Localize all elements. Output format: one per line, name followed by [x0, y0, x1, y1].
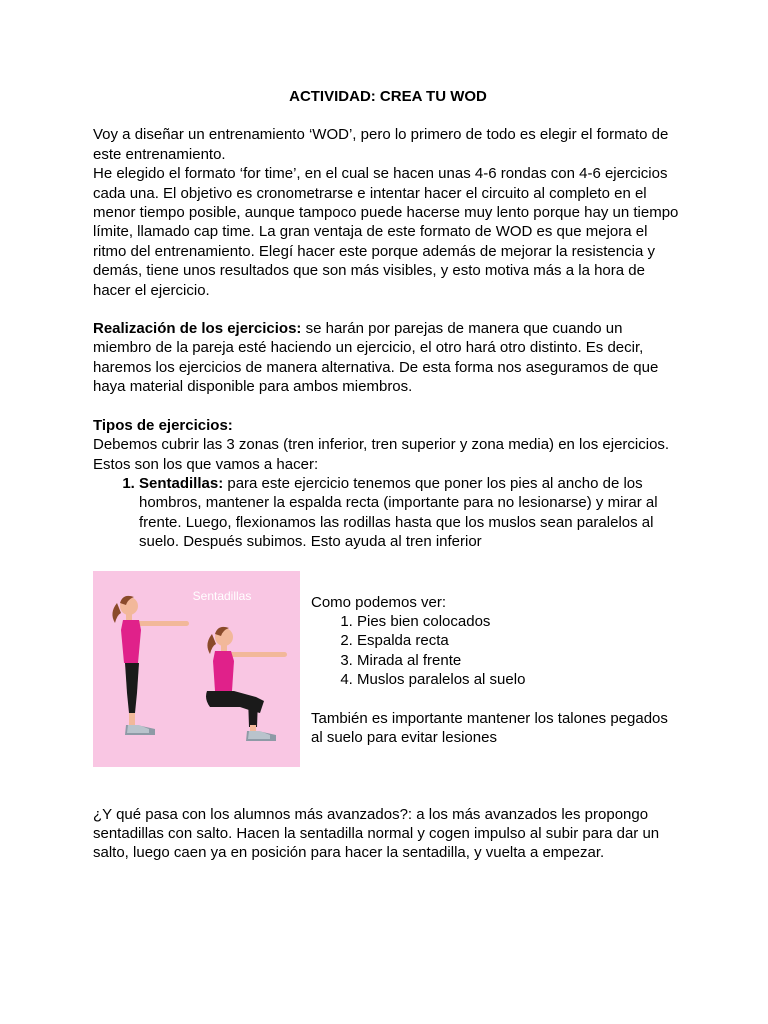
exercise-list	[93, 474, 683, 552]
realizacion-label: Realización de los ejercicios:	[93, 320, 302, 338]
squat-illustration	[93, 571, 300, 767]
tipos-line-2: Estos son los que vamos a hacer:	[93, 455, 319, 473]
key-point: 1. Pies bien colocados	[357, 612, 683, 631]
realizacion-text: se harán por parejas de manera que cuando un miembro de la pareja esté haciendo un ejercicio, el otro hará otro distinto. Es decir, haremos los ejercicios de manera alternativa. De esta forma nos aseguramos de que haya material disponible para ambos miembros.	[93, 320, 659, 396]
squat-figures-image	[93, 571, 300, 767]
document-page	[93, 87, 683, 863]
document-title: ACTIVIDAD: CREA TU WOD	[289, 88, 487, 105]
intro-paragraph-1: Voy a diseñar un entrenamiento ‘WOD’, pero lo primero de todo es elegir el formato de este entrenamiento.	[93, 126, 669, 163]
avanzados-paragraph: ¿Y qué pasa con los alumnos más avanzados?: a los más avanzados les propongo sentadillas con salto. Hacen la sentadilla normal y cogen impulso al subir para dar un salto, luego caen ya en posición para hacer la sentadilla, y vuelta a empezar.	[93, 805, 660, 862]
figure-explanation	[311, 593, 683, 748]
exercise-text: para este ejercicio tenemos que poner los pies al ancho de los hombros, mantener la espalda recta (importante para no lesionarse) y mirar al frente. Luego, flexionamos las rodillas hasta que los muslos sean paralelos al suelo. Después subimos. Esto ayuda al tren inferior	[139, 474, 658, 551]
image-caption: Sentadillas	[192, 588, 252, 603]
realizacion-paragraph	[93, 319, 683, 397]
figure-note: También es importante mantener los talones pegados al suelo para evitar lesiones	[311, 709, 668, 746]
tipos-heading: Tipos de ejercicios:	[93, 416, 233, 434]
key-points-list	[311, 612, 683, 690]
exercise-label: Sentadillas:	[139, 474, 224, 492]
key-point: 2. Espalda recta	[357, 631, 683, 650]
figure-row	[93, 571, 683, 767]
figure-intro: Como podemos ver:	[311, 593, 447, 611]
tipos-line-1: Debemos cubrir las 3 zonas (tren inferior, tren superior y zona media) en los ejercicios.	[93, 436, 670, 454]
exercise-item	[139, 474, 683, 552]
intro-paragraph-2: He elegido el formato ‘for time’, en el cual se hacen unas 4-6 rondas con 4-6 ejercicios cada una. El objetivo es cronometrarse e intentar hacer el circuito al completo en el menor tiempo posible, aunque tampoco puede hacerse muy lento porque hay un tiempo límite, llamado cap time. La gran ventaja de este formato de WOD es que mejora el ritmo del entrenamiento. Elegí hacer este porque además de mejorar la resistencia y demás, tiene unos resultados que son más visibles, y esto motiva más a la hora de hacer el ejercicio.	[93, 165, 679, 299]
key-point: 4. Muslos paralelos al suelo	[357, 670, 683, 689]
key-point: 3. Mirada al frente	[357, 651, 683, 670]
